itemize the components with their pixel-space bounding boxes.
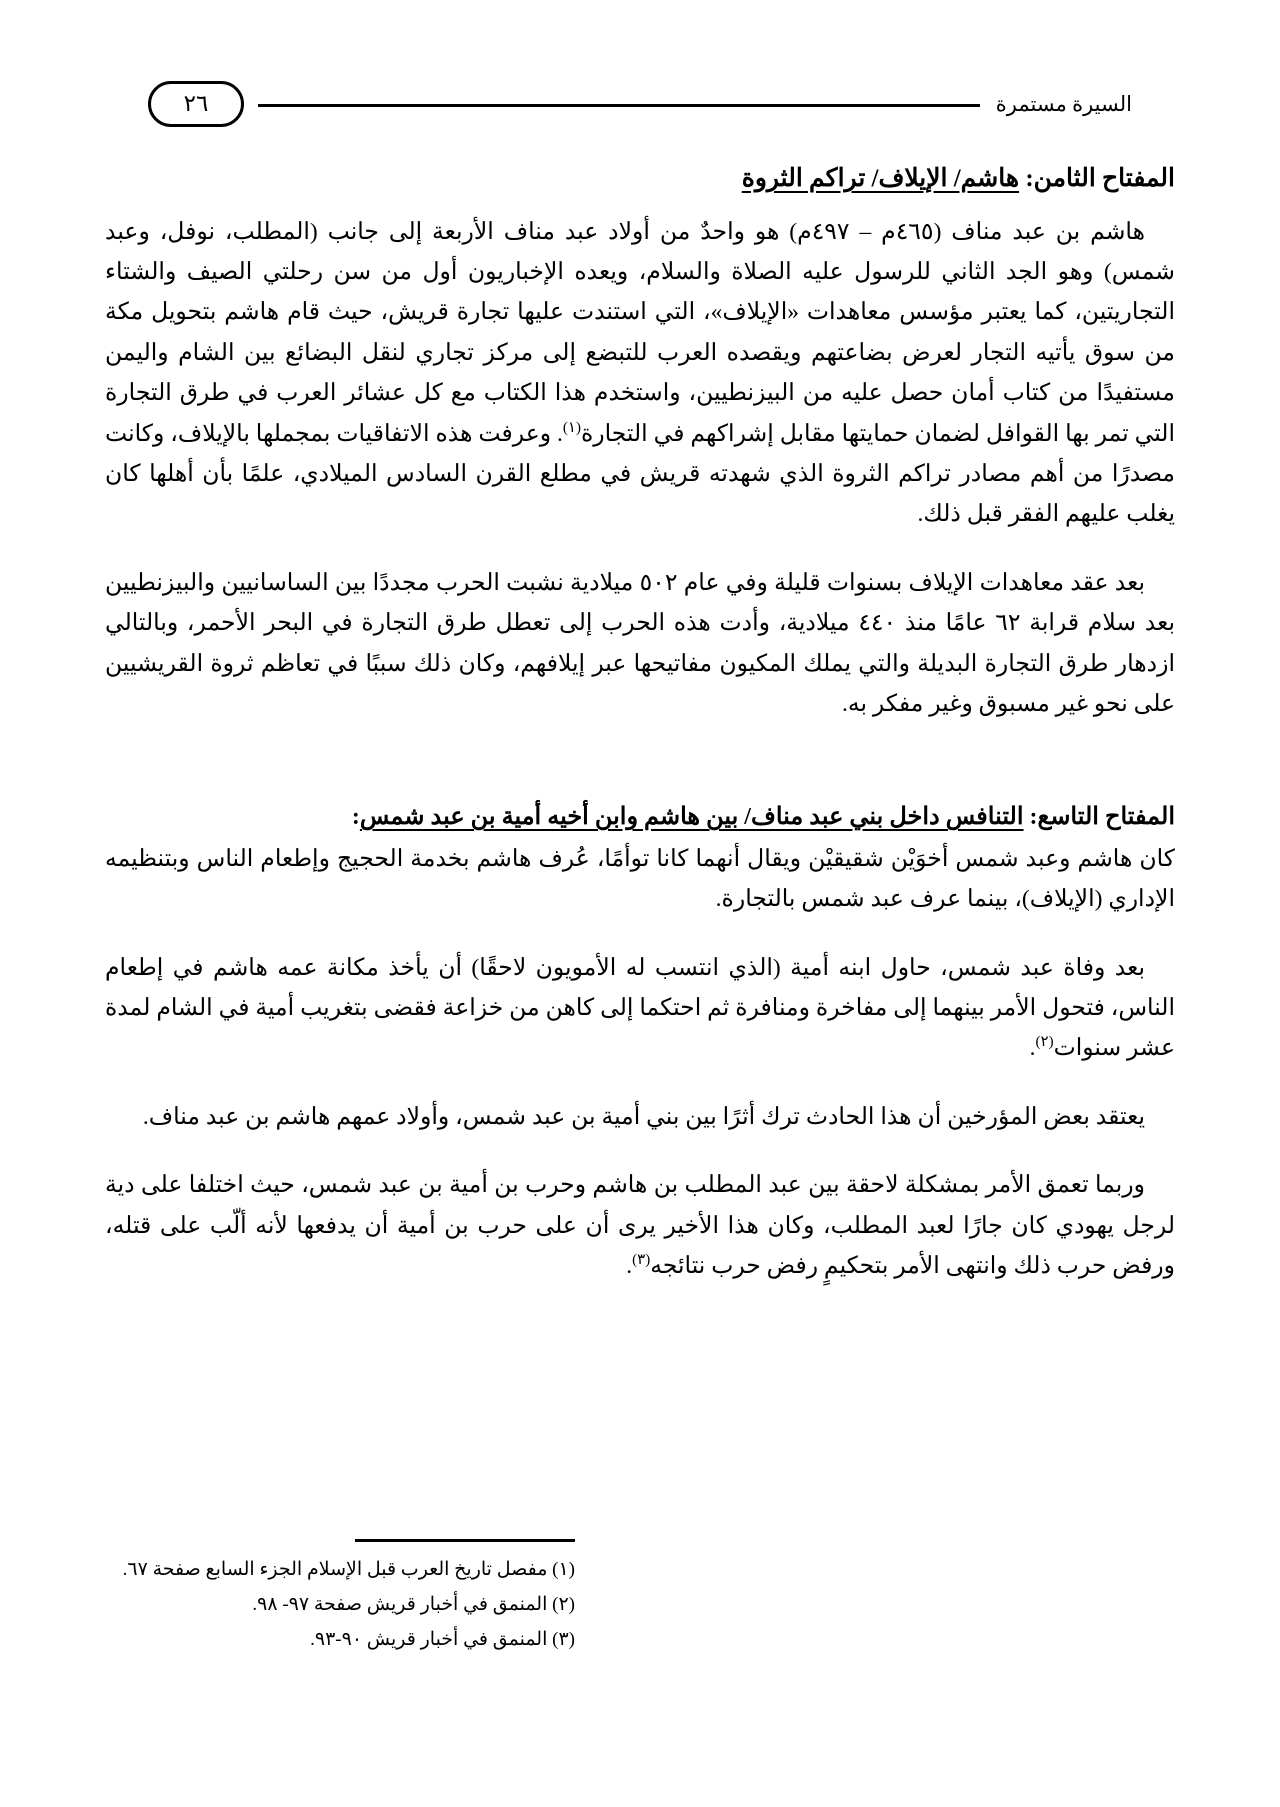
paragraph: وربما تعمق الأمر بمشكلة لاحقة بين عبد المطلب بن هاشم وحرب بن أمية بن عبد شمس، حيث اختلفا على دية لرجل يهودي كان جارًا لعبد المطلب، وكان هذا الأخير يرى أن على حرب بن أمية أن يدفعها لأنه ألّب على قتله، ورفض حرب ذلك وانتهى الأمر بتحكيمٍ رفض حرب نتائجه$^{(٣)}$. xyxy=(105,1172,1175,1280)
paragraph xyxy=(105,212,1175,535)
footnote-separator xyxy=(355,1539,575,1542)
section-nine-suffix: : xyxy=(351,804,360,831)
header-rule xyxy=(258,104,980,107)
footnote-marker-1: (١) xyxy=(562,419,581,436)
section-eight-title: هاشم/ الإيلاف/ تراكم الثروة xyxy=(741,165,1020,192)
section-nine-prefix: المفتاح التاسع: xyxy=(1023,804,1175,831)
page-content xyxy=(105,160,1175,1290)
paragraph-text: يعتقد بعض المؤرخين أن هذا الحادث ترك أثرًا بين بني أمية بن عبد شمس، وأولاد عمهم هاشم بن عبد مناف. xyxy=(142,1103,1145,1130)
page-number: ٢٦ xyxy=(148,81,244,127)
footnote-item: (٢) المنمق في أخبار قريش صفحة ٩٧- ٩٨. xyxy=(252,1593,575,1615)
paragraph-text: وربما تعمق الأمر بمشكلة لاحقة بين عبد المطلب بن هاشم وحرب بن أمية بن عبد شمس، حيث اختلفا على دية لرجل يهودي كان جارًا لعبد المطلب، وكان هذا الأخير يرى أن على حرب بن أمية أن يدفعها لأنه ألّب على قتله، ورفض حرب ذلك وانتهى الأمر بتحكيمٍ رفض حرب نتائجه xyxy=(105,1172,1175,1280)
paragraph-text: كان هاشم وعبد شمس أخوَيْن شقيقيْن ويقال أنهما كانا توأمًا، عُرف هاشم بخدمة الحجيج وإطعام الناس وبتنظيمه الإداري (الإيلاف)، بينما عرف عبد شمس بالتجارة. xyxy=(105,845,1175,913)
footnote-item: (١) مفصل تاريخ العرب قبل الإسلام الجزء السابع صفحة ٦٧. xyxy=(122,1558,575,1580)
paragraph-text-tail: . وعرفت هذه الاتفاقيات بمجملها بالإيلاف، وكانت مصدرًا من أهم مصادر تراكم الثروة الذي شهدته قريش في مطلع القرن السادس الميلادي، علمًا بأن أهلها كان يغلب عليهم الفقر قبل ذلك. xyxy=(105,420,1175,528)
paragraph xyxy=(105,1097,1175,1137)
footnote-marker-3: (٣) xyxy=(632,1252,651,1269)
book-title: السيرة مستمرة xyxy=(995,91,1132,116)
section-nine xyxy=(105,798,1175,1286)
section-heading-eight xyxy=(105,160,1175,198)
section-nine-title: التنافس داخل بني عبد مناف/ بين هاشم وابن أخيه أمية بن عبد شمس xyxy=(359,804,1024,831)
paragraph xyxy=(105,839,1175,920)
footnote-item: (٣) المنمق في أخبار قريش ٩٠-٩٣. xyxy=(310,1628,575,1650)
paragraph: بعد وفاة عبد شمس، حاول ابنه أمية (الذي انتسب له الأمويون لاحقًا) أن يأخذ مكانة عمه هاشم في إطعام الناس، فتحول الأمر بينهما إلى مفاخرة ومنافرة ثم احتكما إلى كاهن من خزاعة فقضى بتغريب أمية في الشام لمدة عشر سنوات$^{(٢)}$. xyxy=(105,954,1175,1062)
paragraph xyxy=(105,563,1175,725)
paragraph-text: هاشم بن عبد مناف (٤٦٥م – ٤٩٧م) هو واحدٌ من أولاد عبد مناف الأربعة إلى جانب (المطلب، نوفل، وعبد شمس) وهو الجد الثاني للرسول عليه الصلاة والسلام، ويعده الإخباريون أول من سن رحلتي الصيف والشتاء التجاريتين، كما يعتبر مؤسس معاهدات «الإيلاف»، التي استندت عليها تجارة قريش، حيث قام هاشم بتحويل مكة من سوق يأتيه التجار لعرض بضاعتهم ويقصده العرب للتبضع إلى مركز تجاري لنقل البضائع بين الشام واليمن مستفيدًا من كتاب أمان حصل عليه من البيزنطيين، واستخدم هذا الكتاب مع كل عشائر العرب في طرق التجارة التي تمر بها القوافل لضمان حمايتها مقابل إشراكهم في التجارة xyxy=(105,218,1175,447)
page-header xyxy=(148,78,1132,130)
footnotes-area xyxy=(105,1539,1175,1657)
section-heading-nine xyxy=(105,798,1175,836)
section-eight-prefix: المفتاح الثامن: xyxy=(1019,165,1175,192)
paragraph-text: بعد وفاة عبد شمس، حاول ابنه أمية (الذي انتسب له الأمويون لاحقًا) أن يأخذ مكانة عمه هاشم في إطعام الناس، فتحول الأمر بينهما إلى مفاخرة ومنافرة ثم احتكما إلى كاهن من خزاعة فقضى بتغريب أمية في الشام لمدة عشر سنوات xyxy=(105,954,1175,1062)
footnote-marker-2: (٢) xyxy=(1035,1034,1054,1051)
paragraph-text: بعد عقد معاهدات الإيلاف بسنوات قليلة وفي عام ٥٠٢ ميلادية نشبت الحرب مجددًا بين الساسانيين والبيزنطيين بعد سلام قرابة ٦٢ عامًا منذ ٤٤٠ ميلادية، وأدت هذه الحرب إلى تعطل طرق التجارة في البحر الأحمر، وبالتالي ازدهار طرق التجارة البديلة والتي يملك المكيون مفاتيحها عبر إيلافهم، وكان ذلك سببًا في تعاظم ثروة القريشيين على نحو غير مسبوق وغير مفكر به. xyxy=(105,569,1175,717)
